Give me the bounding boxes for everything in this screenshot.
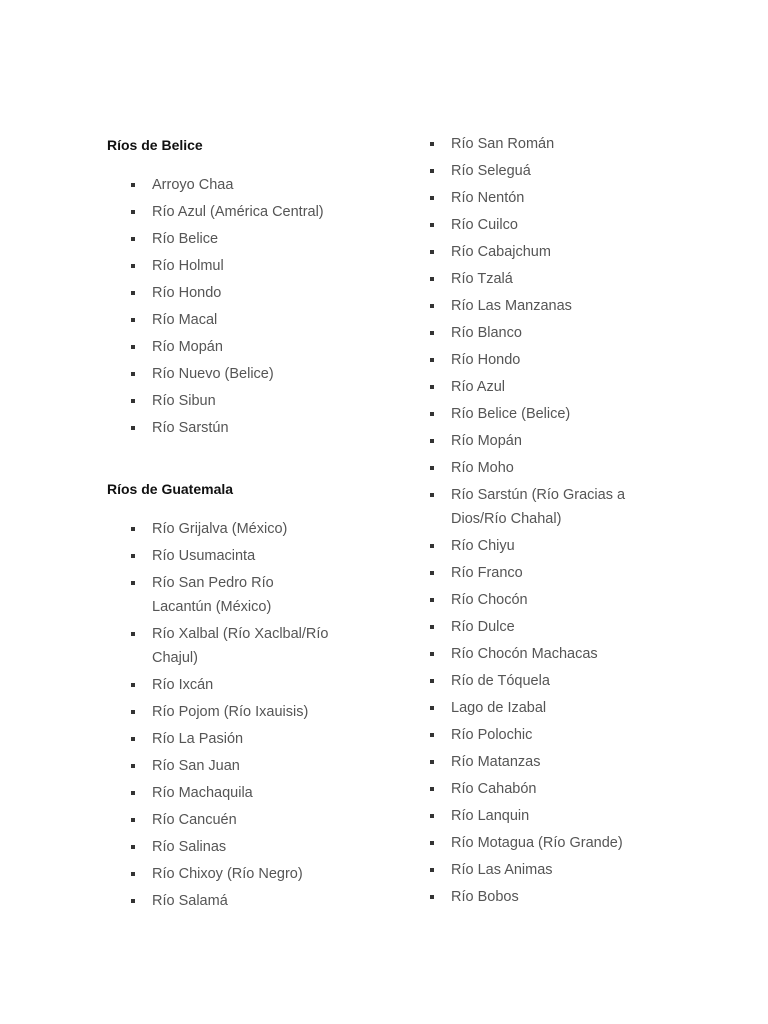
list-item: Arroyo Chaa [107,173,407,197]
square-bullet-icon [131,210,135,214]
list-belice [107,173,407,440]
square-bullet-icon [131,318,135,322]
square-bullet-icon [430,196,434,200]
list-item: Río Belice [107,227,407,251]
square-bullet-icon [430,706,434,710]
list-item: Río Holmul [107,254,407,278]
square-bullet-icon [131,845,135,849]
square-bullet-icon [430,841,434,845]
list-item: Río Salinas [107,835,407,859]
square-bullet-icon [131,345,135,349]
list-item: Río Nuevo (Belice) [107,362,407,386]
square-bullet-icon [131,426,135,430]
list-item: Río Moho [407,456,707,480]
square-bullet-icon [430,895,434,899]
square-bullet-icon [131,291,135,295]
square-bullet-icon [430,358,434,362]
square-bullet-icon [131,632,135,636]
square-bullet-icon [430,304,434,308]
list-item: Río Polochic [407,723,707,747]
list-item: Río Blanco [407,321,707,345]
square-bullet-icon [131,683,135,687]
square-bullet-icon [430,733,434,737]
list-item: Río Ixcán [107,673,407,697]
square-bullet-icon [131,710,135,714]
square-bullet-icon [131,737,135,741]
list-item: Río Mopán [107,335,407,359]
list-item: Río Hondo [107,281,407,305]
list-item: Río Macal [107,308,407,332]
square-bullet-icon [430,625,434,629]
square-bullet-icon [430,439,434,443]
list-item: Río Cabajchum [407,240,707,264]
list-item: Río Machaquila [107,781,407,805]
list-item: Río San Juan [107,754,407,778]
list-item: Río Bobos [407,885,707,909]
list-item: Río Sarstún (Río Gracias a Dios/Río Chahal) [407,483,707,531]
square-bullet-icon [131,581,135,585]
list-item: Río Chixoy (Río Negro) [107,862,407,886]
list-item: Río Dulce [407,615,707,639]
list-item: Río Motagua (Río Grande) [407,831,707,855]
square-bullet-icon [131,399,135,403]
list-item: Río Seleguá [407,159,707,183]
list-item: Río Chocón [407,588,707,612]
right-column [407,132,707,912]
square-bullet-icon [430,868,434,872]
list-item: Río Cahabón [407,777,707,801]
list-item: Río Chocón Machacas [407,642,707,666]
square-bullet-icon [131,872,135,876]
list-item: Río Cuilco [407,213,707,237]
list-guatemala [107,517,407,913]
list-item: Río Xalbal (Río Xaclbal/Río Chajul) [107,622,407,670]
square-bullet-icon [131,527,135,531]
list-item: Río Cancuén [107,808,407,832]
list-item: Río San Román [407,132,707,156]
square-bullet-icon [430,169,434,173]
square-bullet-icon [131,791,135,795]
square-bullet-icon [131,372,135,376]
heading-rios-de-belice: Ríos de Belice [107,137,203,153]
square-bullet-icon [430,385,434,389]
list-item: Río Hondo [407,348,707,372]
square-bullet-icon [131,554,135,558]
square-bullet-icon [131,818,135,822]
square-bullet-icon [131,183,135,187]
list-item: Río Salamá [107,889,407,913]
list-item: Río de Tóquela [407,669,707,693]
list-item: Río Mopán [407,429,707,453]
square-bullet-icon [430,814,434,818]
square-bullet-icon [430,331,434,335]
square-bullet-icon [430,466,434,470]
list-item: Río Las Animas [407,858,707,882]
list-item: Río Sarstún [107,416,407,440]
square-bullet-icon [131,764,135,768]
square-bullet-icon [430,760,434,764]
list-item: Río Chiyu [407,534,707,558]
list-item: Río Nentón [407,186,707,210]
list-item: Río Tzalá [407,267,707,291]
list-item: Lago de Izabal [407,696,707,720]
list-item: Río Sibun [107,389,407,413]
list-item: Río Pojom (Río Ixauisis) [107,700,407,724]
heading-rios-de-guatemala: Ríos de Guatemala [107,481,234,497]
list-item: Río San Pedro Río Lacantún (México) [107,571,407,619]
square-bullet-icon [430,223,434,227]
square-bullet-icon [430,250,434,254]
square-bullet-icon [430,598,434,602]
list-item: Río Usumacinta [107,544,407,568]
square-bullet-icon [430,544,434,548]
section-guatemala [107,480,407,913]
list-guatemala-continued [407,132,707,909]
square-bullet-icon [430,493,434,497]
list-item: Río Matanzas [407,750,707,774]
list-item: Río Franco [407,561,707,585]
list-item: Río La Pasión [107,727,407,751]
square-bullet-icon [131,264,135,268]
list-item: Río Azul (América Central) [107,200,407,224]
list-item: Río Grijalva (México) [107,517,407,541]
square-bullet-icon [430,787,434,791]
square-bullet-icon [430,412,434,416]
list-item: Río Belice (Belice) [407,402,707,426]
list-item: Río Azul [407,375,707,399]
list-item: Río Lanquin [407,804,707,828]
section-belice [107,136,407,440]
square-bullet-icon [430,571,434,575]
square-bullet-icon [430,277,434,281]
list-item: Río Las Manzanas [407,294,707,318]
left-column [107,136,407,916]
square-bullet-icon [131,237,135,241]
square-bullet-icon [430,679,434,683]
square-bullet-icon [430,142,434,146]
square-bullet-icon [430,652,434,656]
square-bullet-icon [131,899,135,903]
